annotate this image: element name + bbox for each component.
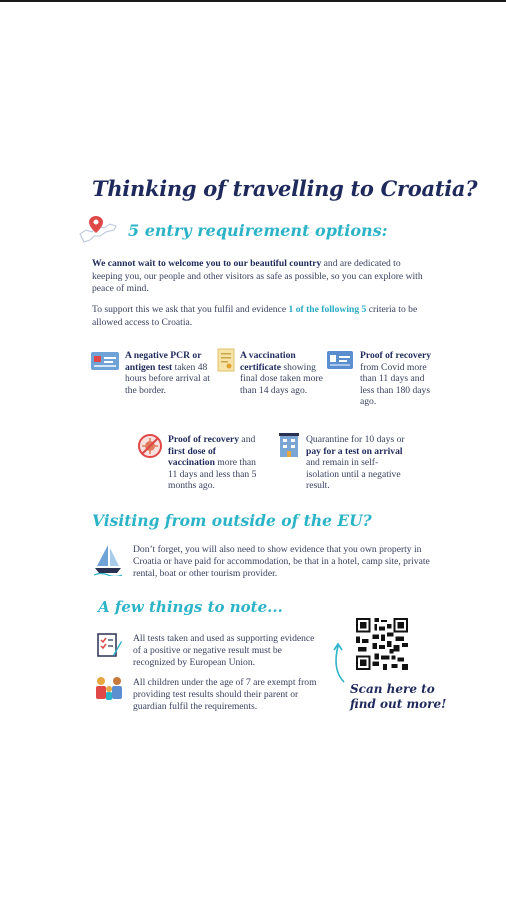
option-5-pre: Quarantine for 10 days or (306, 434, 405, 445)
option-4-bold-1: Proof of recovery (168, 434, 240, 445)
page-title: Thinking of travelling to Croatia? (92, 176, 478, 201)
support-paragraph (92, 304, 427, 329)
croatia-map-pin-icon (70, 212, 122, 246)
note-tests-recognized: All tests taken and used as supporting evidence of a positive or negative result must be recognized by European Union. (133, 633, 315, 668)
test-card-icon (90, 350, 120, 372)
option-3-text: from Covid more than 11 days and less than 180 days ago. (360, 361, 431, 408)
qr-code[interactable] (356, 618, 408, 670)
intro-rest-text: and are dedicated to keeping you, our people and other visitors as safe as possible, so you can explore with peace of mind. (92, 258, 423, 295)
sailboat-icon (93, 542, 123, 576)
support-after-text: criteria to be allowed access to Croatia. (92, 304, 418, 328)
option-4-mid: and (239, 434, 256, 445)
hotel-icon (277, 431, 301, 459)
option-proof-of-recovery (360, 350, 435, 408)
intro-paragraph (92, 258, 427, 296)
support-before-text: To support this we ask that you fulfil and evidence (92, 304, 289, 315)
option-2-bold: A vaccination certificate (240, 350, 296, 373)
option-1-text: taken 48 hours before arrival at the border. (125, 361, 210, 396)
support-highlight-text: 1 of the following 5 (288, 304, 367, 315)
id-card-icon (326, 350, 354, 370)
option-1-bold: A negative PCR or antigen test (125, 350, 202, 373)
scan-line-2: find out more! (350, 697, 447, 711)
checklist-icon (95, 631, 123, 659)
option-3-bold: Proof of recovery (360, 350, 432, 361)
option-recovery-and-first-dose (168, 434, 260, 492)
option-vaccination-certificate (240, 350, 325, 396)
option-quarantine (306, 434, 406, 492)
option-4-bold-2: first dose of vaccination (168, 445, 216, 469)
intro-bold-text: We cannot wait to welcome you to our beautiful country (92, 258, 322, 269)
scan-callout (350, 682, 446, 712)
option-5-bold: pay for a test on arrival (306, 445, 403, 457)
entry-options-subtitle: 5 entry requirement options: (128, 221, 388, 240)
option-2-text: showing final dose taken more than 14 days ago. (240, 361, 323, 396)
note-children-exempt: All children under the age of 7 are exempt from providing test results should their parent or guardian fulfil the requirements. (133, 677, 317, 712)
option-5-text: and remain in self-isolation until a negative result. (306, 457, 401, 492)
certificate-icon (216, 348, 236, 372)
family-icon (93, 675, 125, 701)
eu-text: Don’t forget, you will also need to show evidence that you own property in Croatia or have paid for accommodation, be that in a hotel, camp site, private rental, boat or other tourism provider. (133, 544, 430, 580)
curved-arrow-icon (328, 640, 352, 684)
option-negative-test (125, 350, 210, 396)
option-4-text: more than 11 days and less than 5 months ago. (168, 457, 257, 492)
scan-line-1: Scan here to (350, 682, 435, 696)
virus-crossed-icon (137, 433, 163, 459)
eu-heading: Visiting from outside of the EU? (92, 511, 372, 530)
top-border-line (0, 0, 506, 2)
notes-heading: A few things to note... (98, 598, 283, 616)
